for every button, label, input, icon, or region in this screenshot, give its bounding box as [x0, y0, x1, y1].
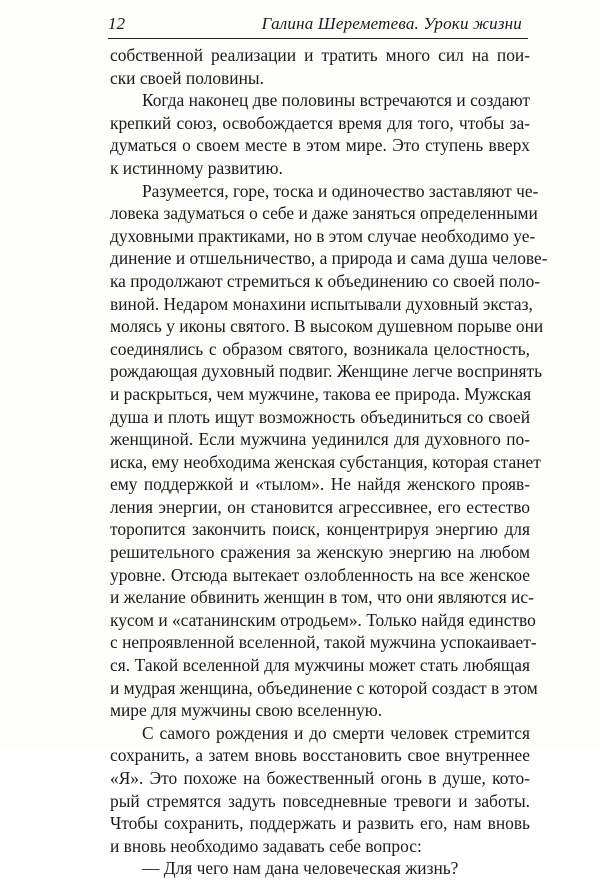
text-line: женщиной. Если мужчина уединился для духовного по-	[110, 429, 530, 450]
text-line: соединялись с образом святого, возникала целостность,	[110, 338, 530, 359]
text-line: Чтобы сохранить, поддержать и развить его, нам вновь	[110, 813, 530, 834]
text-line: С самого рождения и до смерти человек стремится	[142, 722, 530, 743]
text-line: кусом и «сатанинским отродьем». Только найдя единство	[110, 609, 536, 630]
text-line: ся. Такой вселенной для мужчины может стать любящая	[110, 655, 530, 676]
text-line: решительного сражения за женскую энергию на любом	[110, 542, 530, 563]
text-line: Когда наконец две половины встречаются и создают	[142, 90, 530, 111]
text-line: ка продолжают стремиться к объединению со своей поло-	[110, 270, 541, 291]
text-line: иска, ему необходима женская субстанция, которая станет	[110, 451, 541, 472]
text-line: рый стремятся задуть повседневные тревоги и заботы.	[110, 790, 530, 811]
text-line: душа и плоть ищут возможность объединиться со своей	[110, 406, 530, 427]
text-line: ему поддержкой и «тылом». Не найдя женского прояв-	[110, 474, 530, 495]
text-line: с непроявленной вселенной, такой мужчина успокаивает-	[110, 632, 537, 653]
running-head: Галина Шереметева. Уроки жизни	[261, 14, 522, 33]
text-line: Разумеется, горе, тоска и одиночество заставляют че-	[142, 180, 539, 201]
text-line: и мудрая женщина, объединение с которой создаст в этом	[110, 677, 538, 698]
page-number: 12	[108, 14, 125, 33]
text-line: виной. Недаром монахини испытывали духовный экстаз,	[110, 293, 533, 314]
text-line: к истинному развитию.	[110, 157, 283, 178]
text-line: ски своей половины.	[110, 67, 264, 88]
text-line: мире для мужчины свою вселенную.	[110, 700, 383, 721]
page-header	[108, 12, 528, 39]
text-line: сохранить, а затем вновь восстановить свое внутреннее	[110, 745, 530, 766]
text-line: и вновь необходимо задавать себе вопрос:	[110, 835, 422, 856]
text-line: уровне. Отсюда вытекает озлобленность на все женское	[110, 564, 530, 585]
text-line: — Для чего нам дана человеческая жизнь?	[142, 858, 459, 879]
text-line: собственной реализации и тратить много сил на пои-	[110, 45, 530, 65]
text-line: молясь у иконы святого. В высоком душевном порыве они	[110, 316, 544, 337]
text-line: и желание обвинить женщин в том, что они являются ис-	[110, 587, 534, 608]
text-line: крепкий союз, освобождается время для того, чтобы за-	[110, 112, 530, 133]
text-line: думаться о своем месте в этом мире. Это ступень вверх	[110, 135, 530, 156]
text-line: ления энергии, он становится агрессивнее, его естество	[110, 496, 530, 517]
text-line: торопится закончить поиск, концентрируя энергию для	[110, 519, 530, 540]
text-line: динение и отшельничество, а природа и сама душа челове-	[110, 248, 548, 269]
body-text	[110, 44, 548, 880]
text-line: рождающая духовный подвиг. Женщине легче воспринять	[110, 361, 543, 382]
text-line: духовными практиками, но в этом случае необходимо уе-	[110, 225, 536, 246]
text-line: и раскрыться, чем мужчине, такова ее природа. Мужская	[110, 383, 532, 404]
text-line: «Я». Это похоже на божественный огонь в душе, кото-	[110, 768, 530, 788]
text-line: ловека задуматься о себе и даже заняться определенными	[110, 203, 538, 224]
